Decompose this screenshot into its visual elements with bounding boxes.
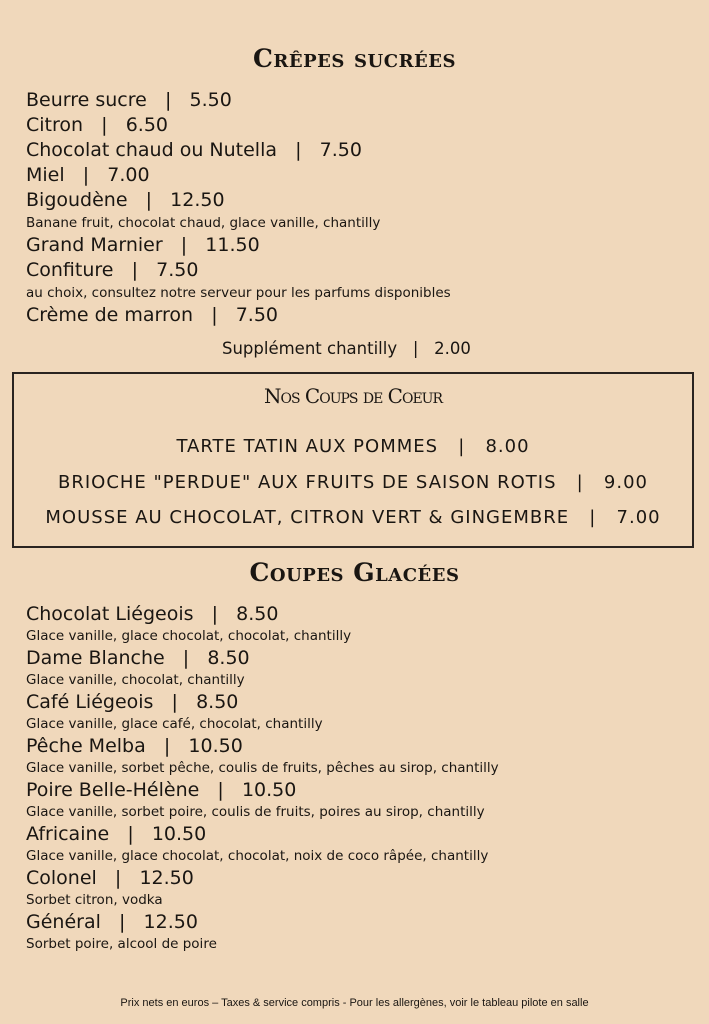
menu-item: Colonel | 12.50 [26,867,194,889]
item-price: 12.50 [170,189,225,211]
item-price: 7.00 [107,164,150,186]
item-name: Citron [26,114,84,136]
item-name: Café Liégeois [26,691,154,713]
item-price: 7.50 [319,139,362,161]
item-price: 8.50 [207,647,250,669]
item-price: 10.50 [241,779,297,801]
crepes-title: Crêpes sucrées [253,44,456,73]
coupes-list [26,603,499,955]
menu-item: Crème de marron | 7.50 [26,304,279,326]
coeur-item-name: TARTE TATIN AUX POMMES [176,436,439,457]
item-description: Glace vanille, sorbet pêche, coulis de fruits, pêches au sirop, chantilly [26,760,499,776]
item-price: 6.50 [125,114,169,136]
coupes-title: Coupes Glacées [249,558,460,587]
menu-item: Confiture | 7.50 [26,259,199,281]
item-name: Général [26,911,101,933]
item-description: Sorbet poire, alcool de poire [26,936,217,952]
item-price: 10.50 [188,735,243,757]
item-price: 7.50 [156,259,199,281]
item-description: Glace vanille, glace chocolat, chocolat, noix de coco râpée, chantilly [26,848,489,864]
item-name: Poire Belle-Hélène [26,779,200,801]
menu-item: Bigoudène | 12.50 [26,189,225,211]
item-description: Glace vanille, chocolat, chantilly [26,672,245,688]
menu-item: Dame Blanche | 8.50 [26,647,250,669]
footer-note: Prix nets en euros – Taxes & service compris - Pour les allergènes, voir le tableau pilote en salle [120,997,589,1009]
item-name: Crème de marron [26,304,194,326]
menu-item: Chocolat chaud ou Nutella | 7.50 [26,139,362,161]
item-name: Bigoudène [26,189,128,211]
menu-item: Miel | 7.00 [26,164,150,186]
item-price: 8.50 [196,691,239,713]
item-name: Chocolat Liégeois [26,603,194,625]
item-name: Africaine [26,823,110,845]
coeur-item: MOUSSE AU CHOCOLAT, CITRON VERT & GINGEMBRE | 7.00 [45,507,661,528]
coeur-item-price: 8.00 [485,436,530,457]
supplement-price: 2.00 [434,339,471,358]
coeur-item-name: MOUSSE AU CHOCOLAT, CITRON VERT & GINGEMBRE [45,507,570,528]
item-description: Glace vanille, sorbet poire, coulis de fruits, poires au sirop, chantilly [26,804,485,820]
coeur-item-price: 9.00 [603,472,648,493]
coeur-item-price: 7.00 [616,507,661,528]
supplement-name: Supplément chantilly [222,339,398,358]
item-description: Sorbet citron, vodka [26,892,163,908]
supplement-line: Supplément chantilly | 2.00 [222,339,471,358]
coups-de-coeur-box [12,372,694,548]
item-name: Miel [26,164,65,186]
coeur-item-name: BRIOCHE "PERDUE" AUX FRUITS DE SAISON ROTIS [58,472,557,493]
item-description: au choix, consultez notre serveur pour les parfums disponibles [26,285,451,301]
menu-item: Beurre sucre | 5.50 [26,89,232,111]
item-price: 10.50 [151,823,207,845]
menu-item: Pêche Melba | 10.50 [26,735,243,757]
coeur-item: BRIOCHE "PERDUE" AUX FRUITS DE SAISON ROTIS | 9.00 [58,472,648,493]
item-price: 7.50 [235,304,279,326]
menu-item: Grand Marnier | 11.50 [26,234,260,256]
menu-item: Africaine | 10.50 [26,823,207,845]
coeur-title: Nos Coups de Coeur [263,384,442,408]
menu-item: Chocolat Liégeois | 8.50 [26,603,279,625]
item-price: 8.50 [236,603,279,625]
item-name: Beurre sucre [26,89,147,111]
item-description: Glace vanille, glace chocolat, chocolat, chantilly [26,628,352,644]
item-name: Confiture [26,259,114,281]
coeur-item: TARTE TATIN AUX POMMES | 8.00 [176,436,530,457]
item-name: Grand Marnier [26,234,163,256]
item-name: Pêche Melba [26,735,146,757]
menu-item: Citron | 6.50 [26,114,169,136]
menu-item: Poire Belle-Hélène | 10.50 [26,779,297,801]
item-price: 5.50 [189,89,232,111]
item-name: Chocolat chaud ou Nutella [26,139,277,161]
menu-item: Café Liégeois | 8.50 [26,691,239,713]
item-price: 11.50 [205,234,260,256]
item-name: Colonel [26,867,97,889]
item-price: 12.50 [139,867,194,889]
item-name: Dame Blanche [26,647,165,669]
menu-item: Général | 12.50 [26,911,198,933]
crepes-list [26,88,451,328]
item-price: 12.50 [143,911,198,933]
item-description: Glace vanille, glace café, chocolat, chantilly [26,716,323,732]
item-description: Banane fruit, chocolat chaud, glace vanille, chantilly [26,215,381,231]
